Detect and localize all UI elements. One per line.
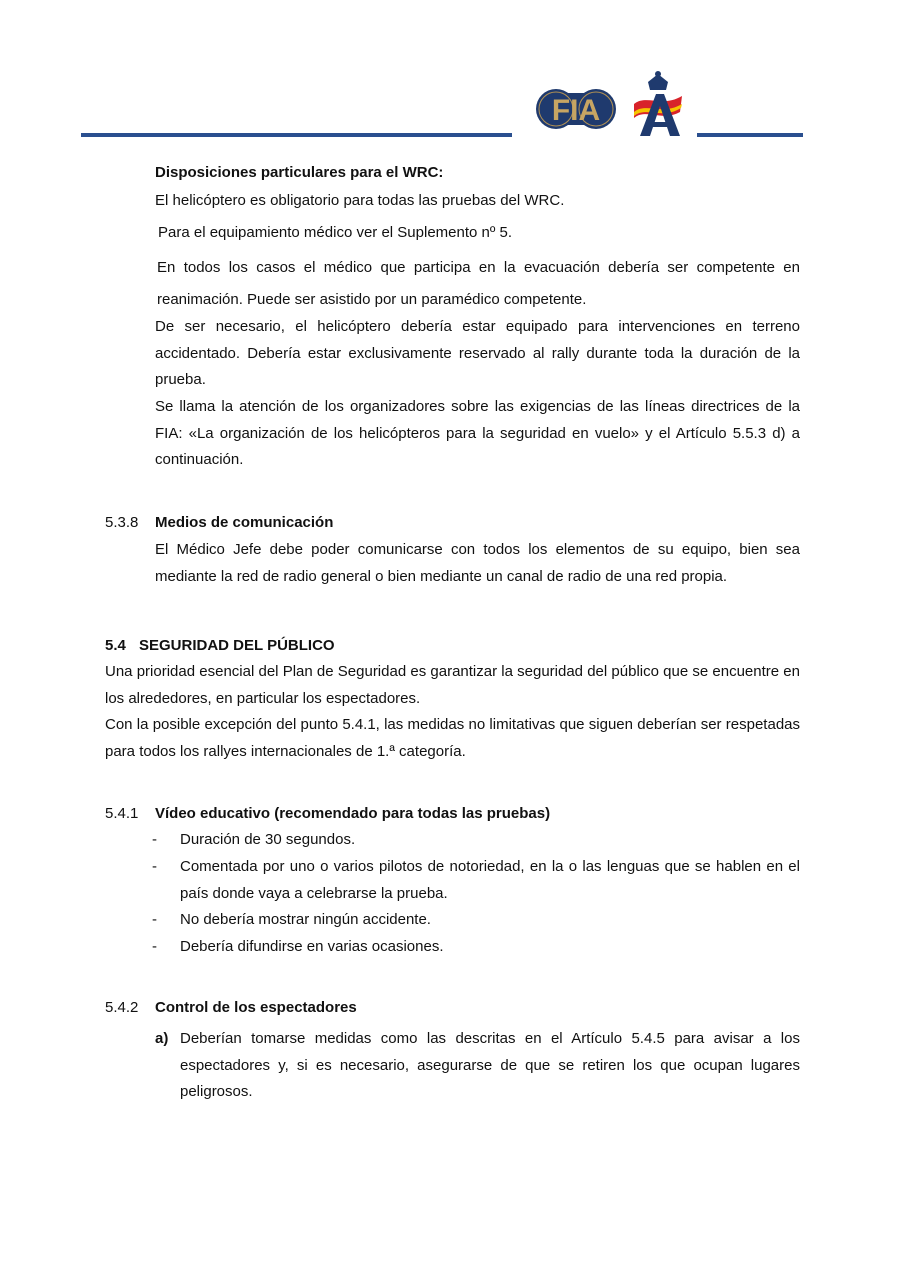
list-item: No debería mostrar ningún accidente. xyxy=(180,911,431,928)
bullet-dash: - xyxy=(152,938,157,955)
rfeda-logo xyxy=(626,70,690,138)
section-538-body: El Médico Jefe debe poder comunicarse con todos los elementos de su equipo, bien sea mediante la red de radio general o bien mediante un canal de radio de una red propia. xyxy=(155,541,800,585)
fia-logo xyxy=(536,80,616,138)
wrc-paragraph-guidelines: Se llama la atención de los organizadores sobre las exigencias de las líneas directrices de la FIA: «La organización de los helicópteros para la seguridad en vuelo» y el Artículo 5.5.3 d) a continuación. xyxy=(155,398,800,468)
section-54-paragraph-measures: Con la posible excepción del punto 5.4.1, las medidas no limitativas que siguen deberían ser respetadas para todos los rallyes internacionales de 1.ª categoría. xyxy=(105,716,800,760)
section-542-title: Control de los espectadores xyxy=(155,999,357,1016)
section-54-title: SEGURIDAD DEL PÚBLICO xyxy=(139,637,335,654)
wrc-paragraph-doctor: En todos los casos el médico que participa en la evacuación debería ser competente en reanimación. Puede ser asistido por un paramédico competente. xyxy=(157,259,800,308)
section-541-number: 5.4.1 xyxy=(105,805,139,822)
item-a-label: a) xyxy=(155,1030,169,1047)
section-538-number: 5.3.8 xyxy=(105,514,139,531)
item-a-text: Deberían tomarse medidas como las descritas en el Artículo 5.4.5 para avisar a los espectadores y, si es necesario, asegurarse de que se retiren los que ocupan lugares peligrosos. xyxy=(180,1030,800,1100)
bullet-dash: - xyxy=(152,831,157,848)
list-item: Duración de 30 segundos. xyxy=(180,831,356,848)
list-item: Comentada por uno o varios pilotos de notoriedad, en la o las lenguas que se hablen en el país donde vaya a celebrarse la prueba. xyxy=(180,858,800,902)
bullet-dash: - xyxy=(152,858,157,875)
header-rule-right xyxy=(697,133,803,137)
section-54-number: 5.4 xyxy=(105,637,126,654)
header-rule-left xyxy=(81,133,512,137)
list-item: Debería difundirse en varias ocasiones. xyxy=(180,938,444,955)
section-542-number: 5.4.2 xyxy=(105,999,139,1016)
bullet-dash: - xyxy=(152,911,157,928)
section-54-paragraph-priority: Una prioridad esencial del Plan de Seguridad es garantizar la seguridad del público que se encuentre en los alrededores, en particular los espectadores. xyxy=(105,663,800,707)
section-541-title: Vídeo educativo (recomendado para todas las pruebas) xyxy=(155,805,551,822)
section-538-title: Medios de comunicación xyxy=(155,514,334,531)
wrc-heading: Disposiciones particulares para el WRC: xyxy=(155,164,444,181)
wrc-paragraph-equipped: De ser necesario, el helicóptero debería estar equipado para intervenciones en terreno accidentado. Debería estar exclusivamente reservado al rally durante toda la duración de la prueba. xyxy=(155,318,800,388)
wrc-paragraph-equipment: Para el equipamiento médico ver el Suplemento nº 5. xyxy=(158,224,513,241)
fia-logo-text: FIA xyxy=(551,94,601,127)
wrc-paragraph-helicopter: El helicóptero es obligatorio para todas las pruebas del WRC. xyxy=(155,192,565,209)
